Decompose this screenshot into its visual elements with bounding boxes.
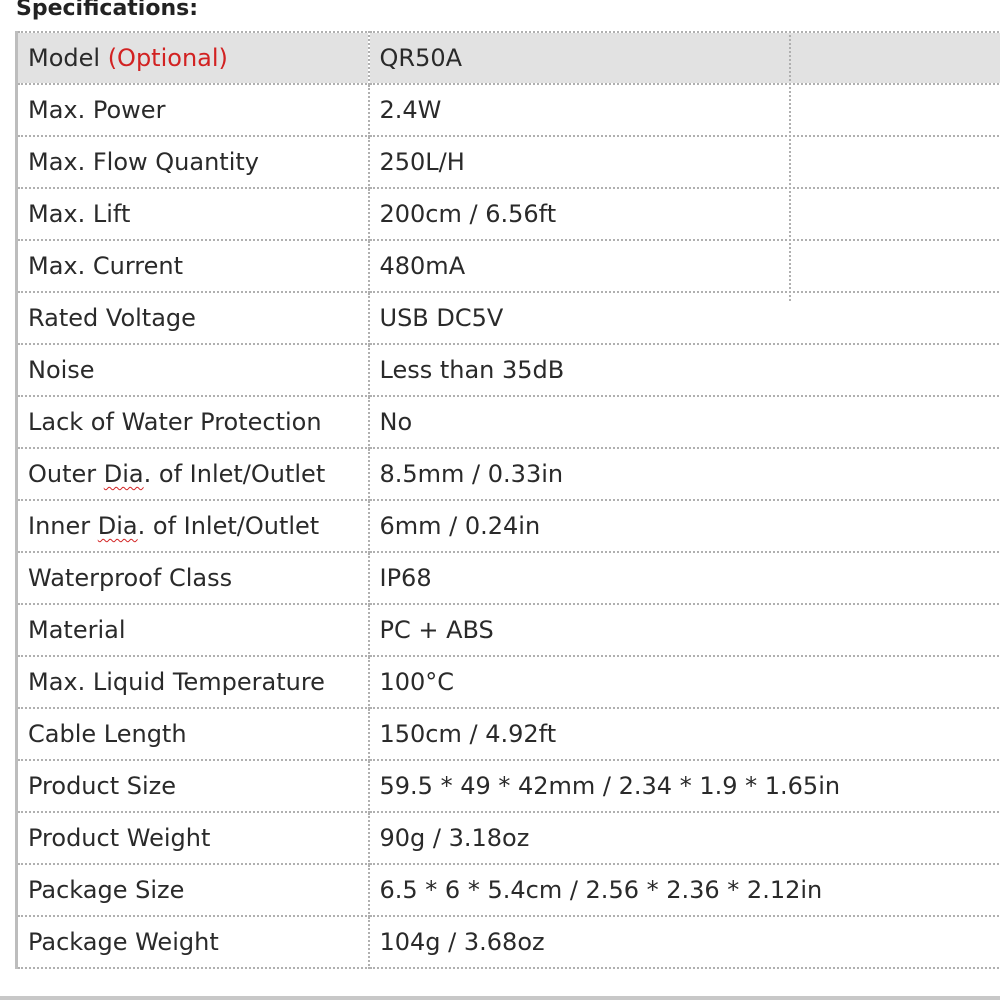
table-row [17,292,1000,344]
spec-value: 6mm / 0.24in [369,500,1000,552]
spec-value: Less than 35dB [369,344,1000,396]
spec-label: Material [17,604,369,656]
spec-label: Max. Liquid Temperature [17,656,369,708]
spec-label: Max. Flow Quantity [17,136,369,188]
table-row-model [17,32,1000,84]
spec-value: 200cm / 6.56ft [369,188,1000,240]
spec-label: Noise [17,344,369,396]
label-part: . of Inlet/Outlet [137,512,320,540]
table-row [17,396,1000,448]
spec-value: IP68 [369,552,1000,604]
model-label: Model [28,44,108,72]
table-row [17,812,1000,864]
spec-label: Product Weight [17,812,369,864]
table-row [17,708,1000,760]
table-row [17,136,1000,188]
spec-label: Rated Voltage [17,292,369,344]
label-part: Inner [28,512,98,540]
spec-label: Max. Lift [17,188,369,240]
table-row [17,760,1000,812]
label-part: Outer [28,460,104,488]
table-row [17,84,1000,136]
table-row [17,552,1000,604]
model-value-cell [369,32,1000,84]
table-row [17,240,1000,292]
bottom-divider [0,996,1000,1000]
spec-value: PC + ABS [369,604,1000,656]
spec-value: 100°C [369,656,1000,708]
table-row [17,656,1000,708]
spec-value: USB DC5V [369,292,1000,344]
spec-value: No [369,396,1000,448]
spec-label: Max. Power [17,84,369,136]
column-divider [789,31,791,301]
table-row [17,864,1000,916]
spec-label: Waterproof Class [17,552,369,604]
spec-label: Lack of Water Protection [17,396,369,448]
spec-label: Package Weight [17,916,369,968]
spec-value: 480mA [369,240,1000,292]
table-row [17,188,1000,240]
table-row [17,604,1000,656]
spec-value: 59.5 * 49 * 42mm / 2.34 * 1.9 * 1.65in [369,760,1000,812]
label-part: . of Inlet/Outlet [143,460,326,488]
spec-value: 250L/H [369,136,1000,188]
spellcheck-underlined-word: Dia [103,460,144,488]
spec-label: Max. Current [17,240,369,292]
spec-value: 104g / 3.68oz [369,916,1000,968]
spec-value: 2.4W [369,84,1000,136]
spec-value: 90g / 3.18oz [369,812,1000,864]
spec-value: 6.5 * 6 * 5.4cm / 2.56 * 2.36 * 2.12in [369,864,1000,916]
spec-label: Package Size [17,864,369,916]
page-title: Specifications: [16,0,199,21]
table-row [17,916,1000,968]
model-value: QR50A [379,44,463,72]
spec-label-inner-dia [17,500,369,552]
optional-tag: (Optional) [107,44,228,72]
spec-value: 8.5mm / 0.33in [369,448,1000,500]
spec-label-outer-dia [17,448,369,500]
specifications-table [15,31,1000,969]
spec-value: 150cm / 4.92ft [369,708,1000,760]
spellcheck-underlined-word: Dia [97,512,138,540]
table-row [17,344,1000,396]
model-label-cell [17,32,369,84]
spec-label: Cable Length [17,708,369,760]
table-row [17,448,1000,500]
spec-label: Product Size [17,760,369,812]
table-row [17,500,1000,552]
